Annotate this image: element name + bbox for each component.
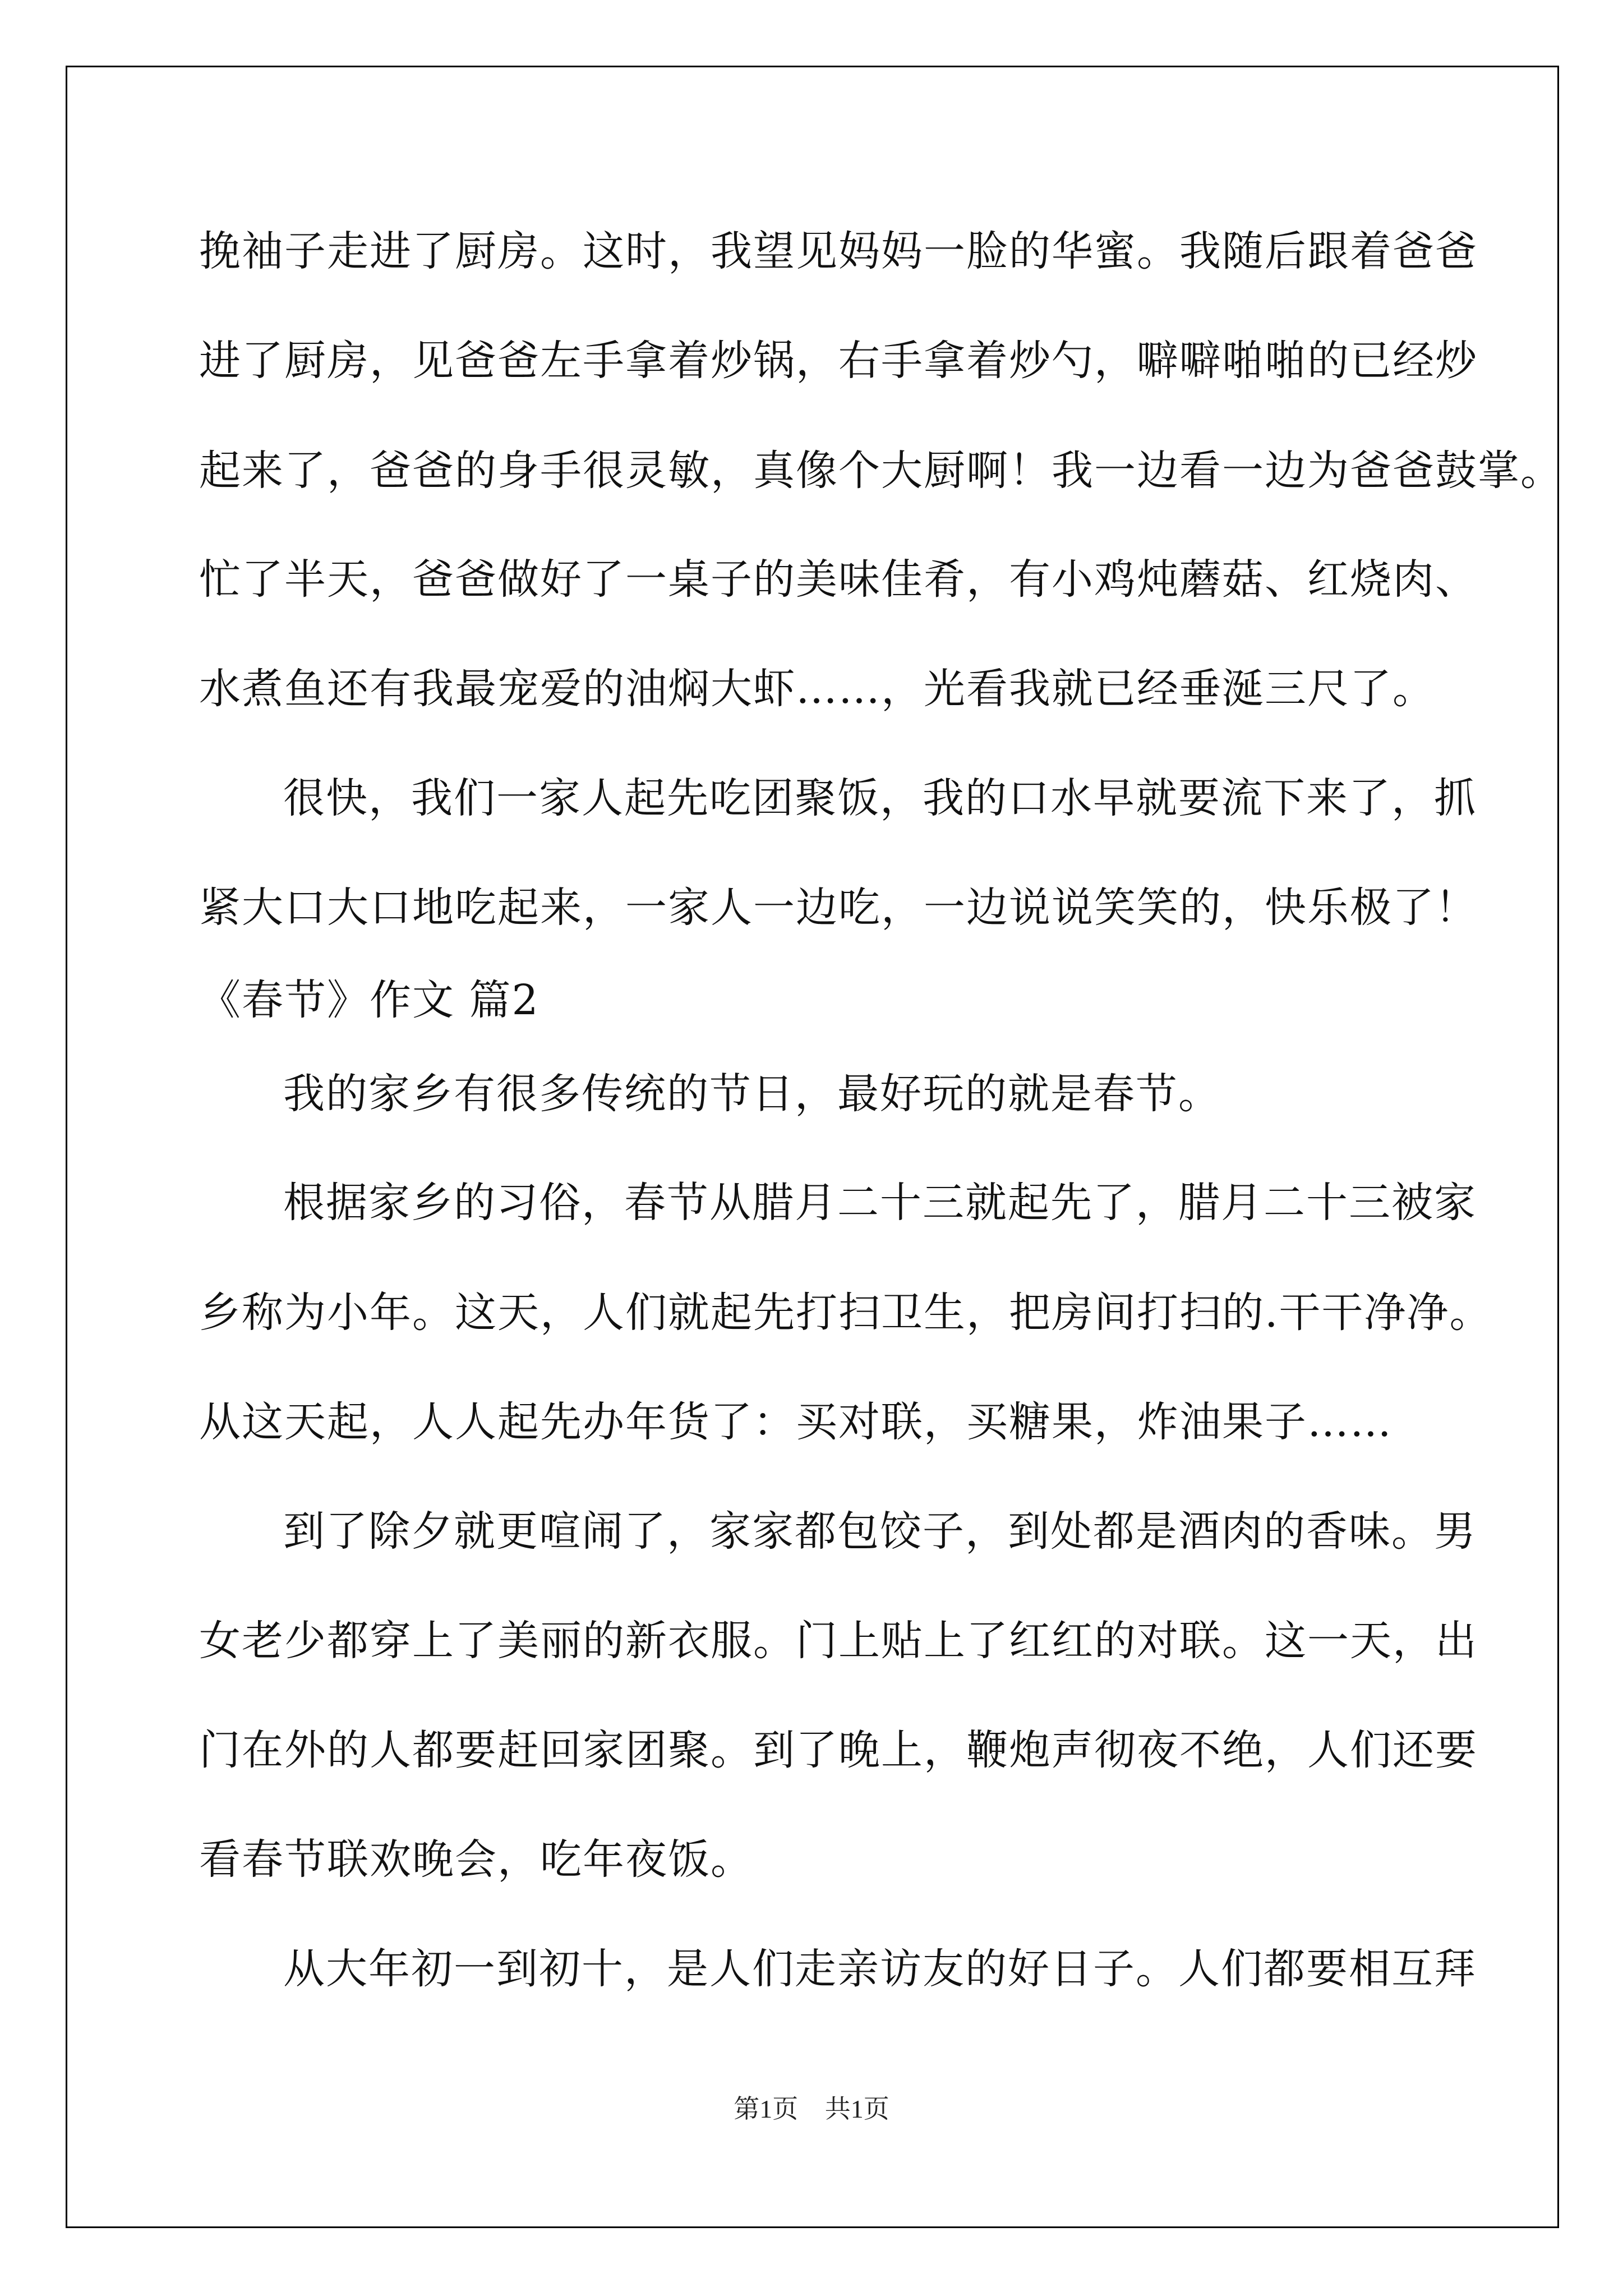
body-line: 门在外的人都要赶回家团聚。到了晚上，鞭炮声彻夜不绝，人们还要: [199, 1726, 1478, 1774]
body-line-indented: 我的家乡有很多传统的节日，最好玩的就是春节。: [283, 1070, 1221, 1118]
page-border: [66, 66, 1559, 2228]
page-total: 共1页: [824, 2095, 889, 2123]
page-footer: [0, 2092, 1623, 2126]
body-line: 女老少都穿上了美丽的新衣服。门上贴上了红红的对联。这一天，出: [199, 1617, 1478, 1665]
body-line-indented: 从大年初一到初十，是人们走亲访友的好日子。人们都要相互拜: [283, 1945, 1477, 1993]
page-number: 第1页: [734, 2095, 799, 2123]
body-line: 看春节联欢晚会，吃年夜饭。: [199, 1835, 753, 1884]
body-line-indented: 很快，我们一家人起先吃团聚饭，我的口水早就要流下来了，抓: [283, 774, 1477, 822]
body-line: 乡称为小年。这天，人们就起先打扫卫生，把房间打扫的.干干净净。: [199, 1289, 1492, 1337]
body-line: 起来了，爸爸的身手很灵敏，真像个大厨啊！我一边看一边为爸爸鼓掌。: [199, 447, 1563, 495]
body-line: 忙了半天，爸爸做好了一桌子的美味佳肴，有小鸡炖蘑菇、红烧肉、: [199, 555, 1478, 604]
body-line: 从这天起，人人起先办年货了：买对联，买糖果，炸油果子……: [199, 1398, 1393, 1446]
body-line: 紧大口大口地吃起来，一家人一边吃，一边说说笑笑的，快乐极了！: [199, 884, 1478, 932]
body-line: 水煮鱼还有我最宠爱的油焖大虾……，光看我就已经垂涎三尺了。: [199, 665, 1435, 713]
body-line-indented: 根据家乡的习俗，春节从腊月二十三就起先了，腊月二十三被家: [283, 1179, 1477, 1227]
body-line: 挽袖子走进了厨房。这时，我望见妈妈一脸的华蜜。我随后跟着爸爸: [199, 227, 1478, 275]
section-heading: 《春节》作文 篇2: [199, 976, 540, 1024]
body-line-indented: 到了除夕就更喧闹了，家家都包饺子，到处都是酒肉的香味。男: [283, 1507, 1477, 1556]
body-line: 进了厨房，见爸爸左手拿着炒锅，右手拿着炒勺，噼噼啪啪的已经炒: [199, 337, 1478, 385]
